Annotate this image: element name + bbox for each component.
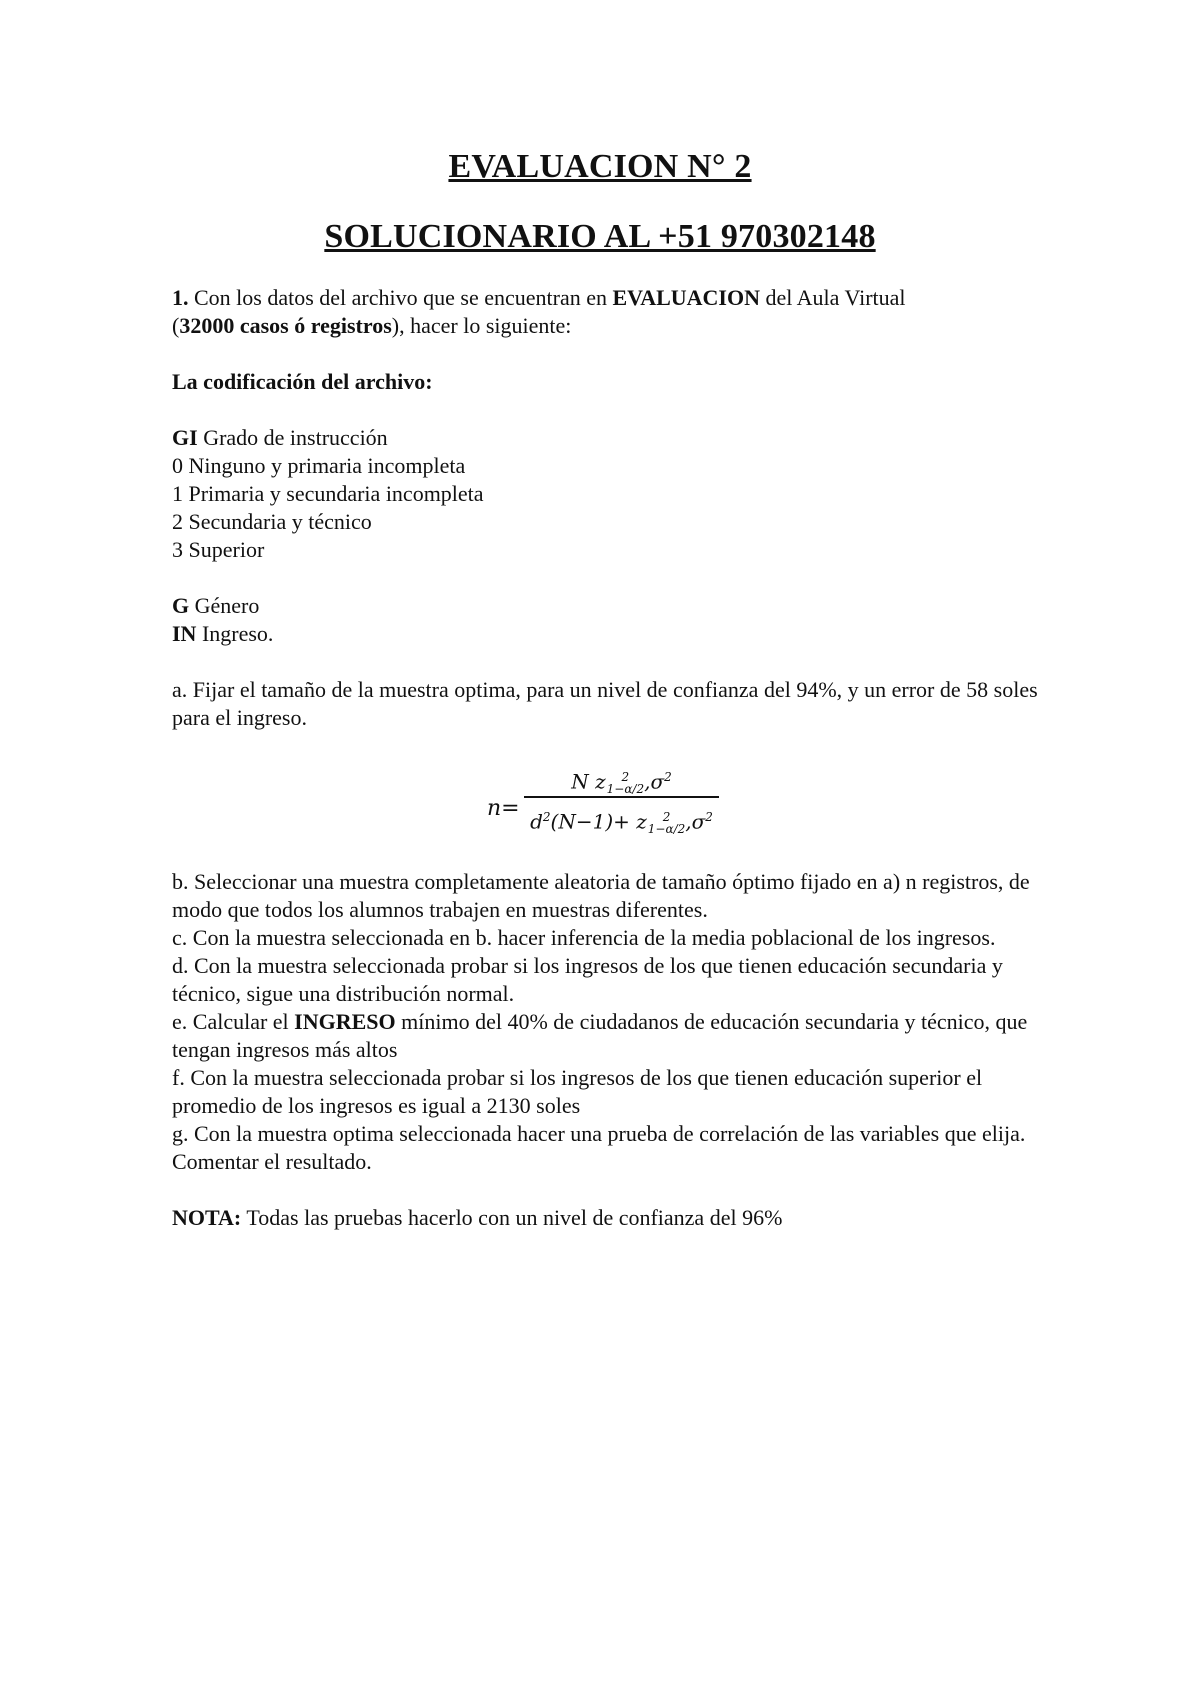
page-subtitle: SOLUCIONARIO AL +51 970302148 [324, 218, 876, 255]
sample-size-formula [172, 760, 1052, 868]
item-f: f. Con la muestra seleccionada probar si los ingresos de los que tienen educación superior el promedio de los ingresos es igual a 2130 soles [172, 1065, 983, 1118]
question-number: 1. [172, 285, 189, 310]
item-e-bold-ingreso: INGRESO [294, 1009, 396, 1034]
question-text-2: del Aula Virtual [760, 285, 906, 310]
question-paragraph [172, 284, 1052, 340]
item-g: g. Con la muestra optima seleccionada hacer una prueba de correlación de las variables que elija. Comentar el resultado. [172, 1121, 1026, 1174]
gi-code: GI [172, 425, 198, 450]
gi-level-2: 2 Secundaria y técnico [172, 509, 372, 534]
gi-level-0: 0 Ninguno y primaria incompleta [172, 453, 466, 478]
question-open-paren: ( [172, 313, 180, 338]
document-body [172, 284, 1052, 1232]
gi-level-1: 1 Primaria y secundaria incompleta [172, 481, 484, 506]
in-label: Ingreso. [196, 621, 274, 646]
g-definition [172, 592, 1052, 620]
item-b: b. Seleccionar una muestra completamente aleatoria de tamaño óptimo fijado en a) n registros, de modo que todos los alumnos trabajen en muestras diferentes. [172, 869, 1030, 922]
nota-label: NOTA: [172, 1205, 242, 1230]
formula-denominator: $d^2(N-1)+ z$ 2 1−α/2 $,\sigma^2$ [530, 809, 713, 837]
formula-numerator: N z 2 1−α/2 $,\sigma^2$ [571, 769, 672, 797]
g-code: G [172, 593, 190, 618]
item-c: c. Con la muestra seleccionada en b. hacer inferencia de la media poblacional de los ingresos. [172, 925, 996, 950]
page-title: EVALUACION N° 2 [448, 148, 752, 185]
nota [172, 1204, 1052, 1232]
gi-level-3: 3 Superior [172, 537, 265, 562]
question-text-1: Con los datos del archivo que se encuentran en [188, 285, 613, 310]
question-bold-evaluacion: EVALUACION [612, 285, 760, 310]
formula-lhs: n= [487, 796, 520, 821]
question-text-3: ), hacer lo siguiente: [391, 313, 572, 338]
in-code: IN [172, 621, 197, 646]
g-label: Género [189, 593, 260, 618]
formula-fraction-bar [524, 796, 719, 798]
gi-definition [172, 424, 1052, 452]
in-definition [172, 620, 1052, 648]
nota-text: Todas las pruebas hacerlo con un nivel de confianza del 96% [241, 1205, 783, 1230]
item-d: d. Con la muestra seleccionada probar si los ingresos de los que tienen educación secundaria y técnico, sigue una distribución normal. [172, 953, 1003, 1006]
formula-fraction [524, 760, 719, 836]
gi-label: Grado de instrucción [197, 425, 388, 450]
item-e: e. Calcular el INGRESO mínimo del 40% de ciudadanos de educación secundaria y técnico, que tengan ingresos más altos [172, 1009, 1028, 1062]
question-bold-cases: 32000 casos ó registros [179, 313, 392, 338]
item-a: a. Fijar el tamaño de la muestra optima, para un nivel de confianza del 94%, y un error de 58 soles para el ingreso. [172, 677, 1038, 730]
codification-heading: La codificación del archivo: [172, 369, 433, 394]
